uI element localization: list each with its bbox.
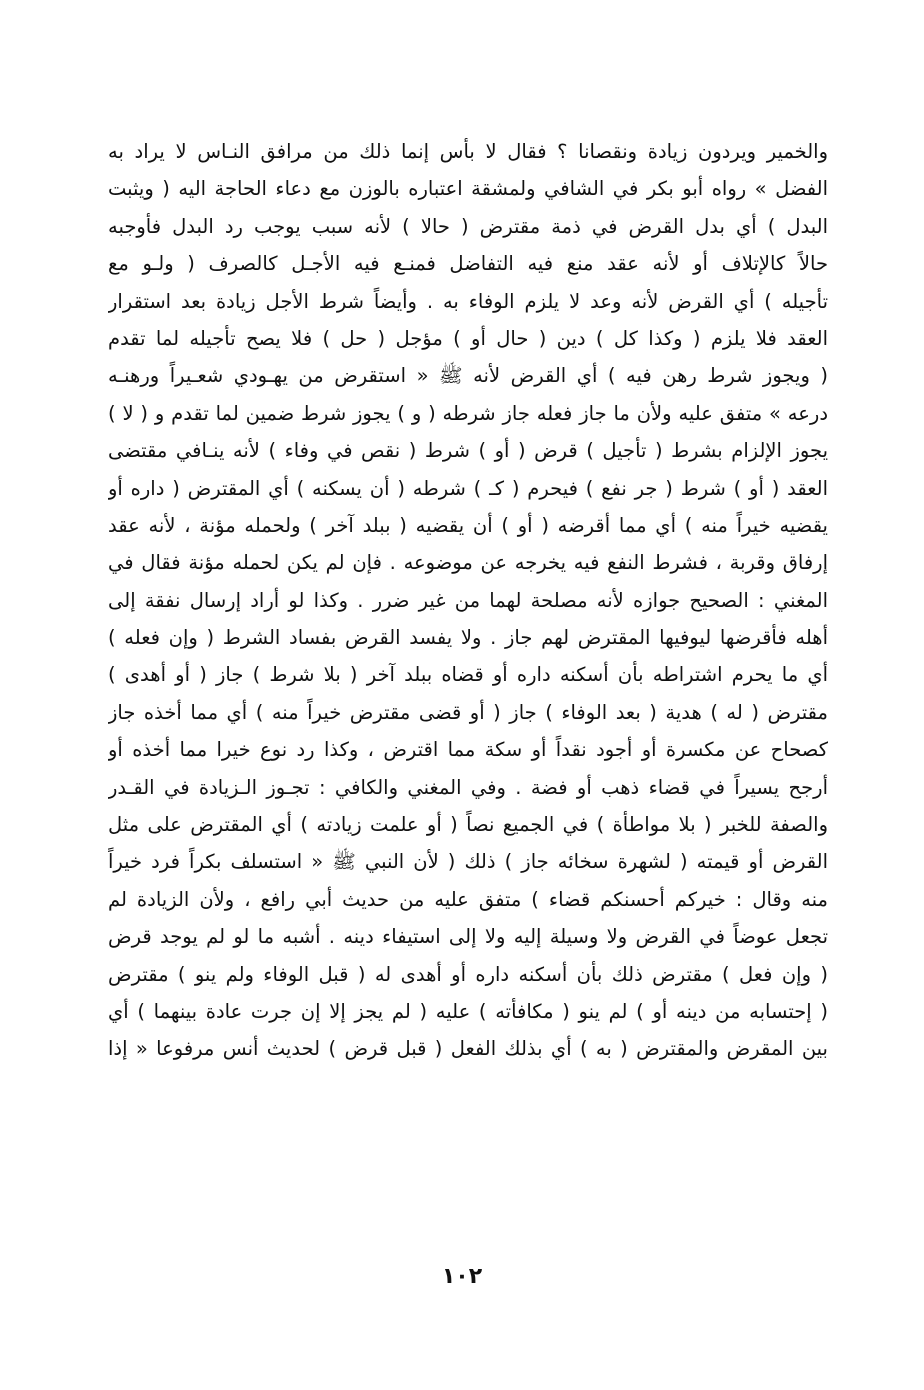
text-line: البدل ) أي بدل القرض في ذمة مقترض ( حالا ) لأنه سبب يوجب رد البدل فأوجبه	[108, 214, 828, 238]
text-line: العقد فلا يلزم ( وكذا كل ) دين ( حال أو ) مؤجل ( حل ) فلا يصح تأجيله لما تقدم	[108, 326, 828, 350]
text-line: والصفة للخبر ( بلا مواطأة ) في الجميع نصاً ( أو علمت زيادته ) أي المقترض على مثل	[108, 813, 828, 837]
text-line: ( ويجوز شرط رهن فيه ) أي القرض لأنه ﷺ « استقرض من يهـودي شعـيراً ورهنـه	[108, 364, 828, 388]
text-line: إرفاق وقربة ، فشرط النفع فيه يخرجه عن موضوعه . فإن لم يكن لحمله مؤنة فقال في	[108, 551, 828, 575]
page-number: ١٠٢	[441, 1264, 483, 1289]
text-line: والخمير ويردون زيادة ونقصانا ؟ فقال لا بأس إنما ذلك من مرافق النـاس لا يراد به	[108, 140, 828, 163]
text-line: مقترض ( له ) هدية ( بعد الوفاء ) جاز ( أو قضى مقترض خيراً منه ) أي مما أخذه جاز	[108, 700, 828, 724]
text-line: أرجح يسيراً في قضاء ذهب أو فضة . وفي المغني والكافي : تجـوز الـزيادة في القـدر	[108, 775, 828, 799]
text-line: بين المقرض والمقترض ( به ) أي بذلك الفعل ( قبل قرض ) لحديث أنس مرفوعا « إذا	[108, 1037, 828, 1061]
text-line: يجوز الإلزام بشرط ( تأجيل ) قرض ( أو ) شرط ( نقص في وفاء ) لأنه ينـافي مقتضى	[108, 439, 828, 463]
text-line: ( إحتسابه من دينه أو ) لم ينو ( مكافأته ) عليه ( لم يجز إلا إن جرت عادة بينهما ) أي	[108, 999, 828, 1023]
text-line: يقضيه خيراً منه ) أي مما أقرضه ( أو ) أن يقضيه ( ببلد آخر ) ولحمله مؤنة ، لأنه عقد	[108, 513, 828, 537]
text-line: تجعل عوضاً في القرض ولا وسيلة إليه ولا إلى استيفاء دينه . أشبه ما لو لم يوجد قرض	[108, 925, 828, 949]
text-line: أي ما يحرم اشتراطه بأن أسكنه داره أو قضاه ببلد آخر ( بلا شرط ) جاز ( أو أهدى )	[108, 663, 828, 687]
text-line: حالاً كالإتلاف أو لأنه عقد منع فيه التفاضل فمنـع فيه الأجـل كالصرف ( ولـو مع	[108, 252, 828, 276]
text-line: منه وقال : خيركم أحسنكم قضاء ) متفق عليه من حديث أبي رافع ، ولأن الزيادة لم	[108, 887, 828, 911]
text-line: ( وإن فعل ) مقترض ذلك بأن أسكنه داره أو أهدى له ( قبل الوفاء ولم ينو ) مقترض	[108, 962, 828, 986]
text-line: كصحاح عن مكسرة أو أجود نقداً أو سكة مما اقترض ، وكذا رد نوع خيرا مما أخذه أو	[108, 738, 828, 762]
text-line: تأجيله ) أي القرض لأنه وعد لا يلزم الوفاء به . وأيضاً شرط الأجل زيادة بعد استقرار	[108, 289, 828, 313]
text-line: القرض أو قيمته ( لشهرة سخائه جاز ) ذلك ( لأن النبي ﷺ « استسلف بكراً فرد خيراً	[108, 850, 828, 874]
text-line: المغني : الصحيح جوازه لأنه مصلحة لهما من غير ضرر . وكذا لو أراد إرسال نفقة إلى	[108, 588, 828, 612]
text-line: أهله فأقرضها ليوفيها المقترض لهم جاز . ولا يفسد القرض بفساد الشرط ( وإن فعله )	[108, 626, 828, 650]
text-line: الفضل » رواه أبو بكر في الشافي ولمشقة اعتباره بالوزن مع دعاء الحاجة اليه ( ويثبت	[108, 177, 828, 201]
body-text	[108, 133, 828, 1068]
text-line: العقد ( أو ) شرط ( جر نفع ) فيحرم ( كـ ) شرطه ( أن يسكنه ) أي المقترض ( داره أو	[108, 476, 828, 500]
text-line: درعه » متفق عليه ولأن ما جاز فعله جاز شرطه ( و ) يجوز شرط ضمين لما تقدم و ( لا )	[108, 401, 828, 425]
